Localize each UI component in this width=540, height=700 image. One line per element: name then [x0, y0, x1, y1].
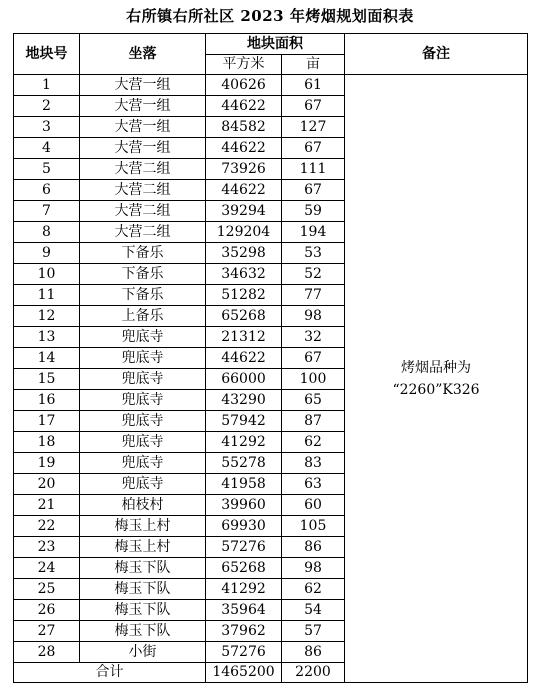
sqm-cell: 39960 — [206, 495, 282, 516]
sqm-cell: 57276 — [206, 537, 282, 558]
sqm-cell: 43290 — [206, 390, 282, 411]
mu-cell: 86 — [282, 537, 345, 558]
plot-no-cell: 24 — [14, 558, 80, 579]
mu-cell: 67 — [282, 138, 345, 159]
plot-no-cell: 13 — [14, 327, 80, 348]
sqm-cell: 35298 — [206, 243, 282, 264]
plot-no-cell: 12 — [14, 306, 80, 327]
location-cell: 梅玉下队 — [80, 621, 206, 642]
sqm-cell: 57276 — [206, 642, 282, 663]
sqm-cell: 65268 — [206, 558, 282, 579]
remarks-line-1: 烤烟品种为 — [401, 359, 471, 376]
plot-no-cell: 8 — [14, 222, 80, 243]
sqm-cell: 40626 — [206, 75, 282, 96]
mu-cell: 63 — [282, 474, 345, 495]
plot-no-cell: 14 — [14, 348, 80, 369]
plot-no-cell: 6 — [14, 180, 80, 201]
mu-cell: 100 — [282, 369, 345, 390]
location-cell: 柏枝村 — [80, 495, 206, 516]
location-cell: 梅玉下队 — [80, 600, 206, 621]
plot-no-cell: 25 — [14, 579, 80, 600]
sqm-cell: 57942 — [206, 411, 282, 432]
location-cell: 兜底寺 — [80, 369, 206, 390]
sqm-cell: 44622 — [206, 96, 282, 117]
sqm-cell: 66000 — [206, 369, 282, 390]
mu-cell: 127 — [282, 117, 345, 138]
mu-cell: 83 — [282, 453, 345, 474]
sqm-cell: 41292 — [206, 432, 282, 453]
sqm-cell: 129204 — [206, 222, 282, 243]
mu-cell: 52 — [282, 264, 345, 285]
plot-no-cell: 15 — [14, 369, 80, 390]
mu-cell: 32 — [282, 327, 345, 348]
header-sqm: 平方米 — [206, 55, 282, 75]
location-cell: 兜底寺 — [80, 432, 206, 453]
sqm-cell: 44622 — [206, 180, 282, 201]
mu-cell: 60 — [282, 495, 345, 516]
plot-no-cell: 20 — [14, 474, 80, 495]
location-cell: 梅玉上村 — [80, 516, 206, 537]
mu-cell: 98 — [282, 306, 345, 327]
location-cell: 梅玉下队 — [80, 579, 206, 600]
mu-cell: 62 — [282, 432, 345, 453]
mu-cell: 67 — [282, 180, 345, 201]
location-cell: 大营一组 — [80, 117, 206, 138]
sqm-cell: 39294 — [206, 201, 282, 222]
total-mu: 2200 — [282, 663, 345, 683]
plot-no-cell: 4 — [14, 138, 80, 159]
sqm-cell: 44622 — [206, 348, 282, 369]
location-cell: 大营一组 — [80, 138, 206, 159]
location-cell: 兜底寺 — [80, 348, 206, 369]
plot-no-cell: 10 — [14, 264, 80, 285]
location-cell: 下备乐 — [80, 264, 206, 285]
tobacco-area-table — [13, 33, 528, 683]
mu-cell: 105 — [282, 516, 345, 537]
mu-cell: 67 — [282, 348, 345, 369]
mu-cell: 62 — [282, 579, 345, 600]
plot-no-cell: 11 — [14, 285, 80, 306]
plot-no-cell: 2 — [14, 96, 80, 117]
location-cell: 兜底寺 — [80, 411, 206, 432]
plot-no-cell: 17 — [14, 411, 80, 432]
sqm-cell: 41958 — [206, 474, 282, 495]
remarks-line-2: “2260”K326 — [392, 381, 480, 398]
location-cell: 小街 — [80, 642, 206, 663]
sqm-cell: 69930 — [206, 516, 282, 537]
mu-cell: 57 — [282, 621, 345, 642]
header-remarks: 备注 — [345, 34, 528, 75]
plot-no-cell: 3 — [14, 117, 80, 138]
table-row — [14, 75, 528, 96]
location-cell: 大营二组 — [80, 159, 206, 180]
plot-no-cell: 21 — [14, 495, 80, 516]
location-cell: 下备乐 — [80, 243, 206, 264]
header-plot-no: 地块号 — [14, 34, 80, 75]
table-body — [14, 75, 528, 683]
mu-cell: 53 — [282, 243, 345, 264]
header-mu: 亩 — [282, 55, 345, 75]
page-title: 右所镇右所社区 2023 年烤烟规划面积表 — [126, 7, 414, 25]
plot-no-cell: 9 — [14, 243, 80, 264]
plot-no-cell: 19 — [14, 453, 80, 474]
location-cell: 兜底寺 — [80, 390, 206, 411]
plot-no-cell: 1 — [14, 75, 80, 96]
mu-cell: 61 — [282, 75, 345, 96]
mu-cell: 59 — [282, 201, 345, 222]
mu-cell: 111 — [282, 159, 345, 180]
mu-cell: 67 — [282, 96, 345, 117]
location-cell: 大营二组 — [80, 180, 206, 201]
location-cell: 梅玉上村 — [80, 537, 206, 558]
sqm-cell: 37962 — [206, 621, 282, 642]
location-cell: 大营二组 — [80, 222, 206, 243]
plot-no-cell: 23 — [14, 537, 80, 558]
plot-no-cell: 16 — [14, 390, 80, 411]
remarks-cell — [345, 75, 528, 683]
mu-cell: 98 — [282, 558, 345, 579]
mu-cell: 87 — [282, 411, 345, 432]
sqm-cell: 65268 — [206, 306, 282, 327]
sqm-cell: 73926 — [206, 159, 282, 180]
header-area: 地块面积 — [206, 34, 345, 55]
location-cell: 大营一组 — [80, 75, 206, 96]
sqm-cell: 41292 — [206, 579, 282, 600]
plot-no-cell: 27 — [14, 621, 80, 642]
mu-cell: 194 — [282, 222, 345, 243]
sqm-cell: 55278 — [206, 453, 282, 474]
location-cell: 大营一组 — [80, 96, 206, 117]
plot-no-cell: 5 — [14, 159, 80, 180]
header-location: 坐落 — [80, 34, 206, 75]
plot-no-cell: 7 — [14, 201, 80, 222]
plot-no-cell: 28 — [14, 642, 80, 663]
mu-cell: 77 — [282, 285, 345, 306]
plot-no-cell: 18 — [14, 432, 80, 453]
total-sqm: 1465200 — [206, 663, 282, 683]
mu-cell: 65 — [282, 390, 345, 411]
sqm-cell: 84582 — [206, 117, 282, 138]
plot-no-cell: 26 — [14, 600, 80, 621]
mu-cell: 54 — [282, 600, 345, 621]
location-cell: 上备乐 — [80, 306, 206, 327]
sqm-cell: 21312 — [206, 327, 282, 348]
sqm-cell: 51282 — [206, 285, 282, 306]
plot-no-cell: 22 — [14, 516, 80, 537]
sqm-cell: 35964 — [206, 600, 282, 621]
sqm-cell: 34632 — [206, 264, 282, 285]
total-label: 合计 — [14, 663, 206, 683]
sqm-cell: 44622 — [206, 138, 282, 159]
location-cell: 下备乐 — [80, 285, 206, 306]
location-cell: 梅玉下队 — [80, 558, 206, 579]
location-cell: 兜底寺 — [80, 453, 206, 474]
mu-cell: 86 — [282, 642, 345, 663]
location-cell: 兜底寺 — [80, 327, 206, 348]
location-cell: 大营二组 — [80, 201, 206, 222]
location-cell: 兜底寺 — [80, 474, 206, 495]
